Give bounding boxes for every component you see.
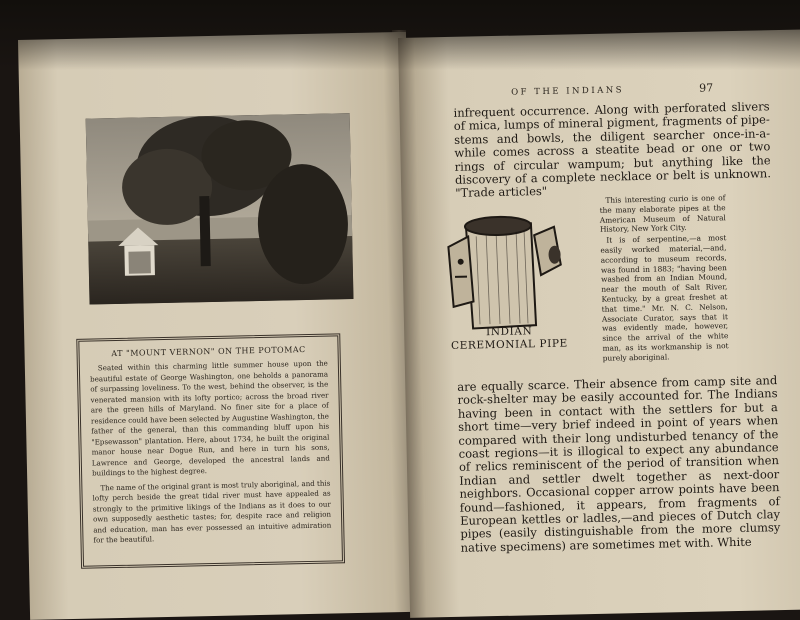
right-page: [398, 29, 800, 617]
figure-note: [599, 193, 729, 364]
figure-note-paragraph: This interesting curio is one of the many elaborate pipes at the American Museum of Natural History, New York City.: [599, 193, 726, 235]
photo-caption-box: [76, 333, 345, 568]
photo-trees-summerhouse: [86, 113, 354, 304]
caption-paragraph: The name of the original grant is most truly aboriginal, and this lofty perch beside the great tidal river must have appealed as strongly to the primitive likings of the Indians as it does to our own supposedly aesthetic tastes; for, despite race and religion and education, man has ever possessed an intuitive admiration for the beautiful.: [92, 478, 332, 545]
left-page: [18, 32, 418, 620]
figure-caption: INDIAN CEREMONIAL PIPE: [450, 325, 568, 352]
figure-note-paragraph: It is of serpentine,—a most easily worked material,—and, according to museum records, was found in 1883; "having been washed from an Indian Mound, near the mouth of Salt River, Kentucky, by a great freshet at that time." Mr. N. C. Nelson, Associate Curator, says that it was evidently made, however, since the arrival of the white man, as its workmanship is not purely aboriginal.: [600, 233, 729, 363]
running-head: OF THE INDIANS: [511, 85, 625, 98]
body-paragraph-bottom: are equally scarce. Their absence from camp site and rock-shelter may be easily accounted for. The Indians having been in contact with the settlers for but a short time—very brief indeed in point of years when compared with their long undisturbed tenancy of the coast regions—it is illogical to expect any abundance of relics reminiscent of the period of transition when Indian and settler dwelt together as next-door neighbors. Occasional copper arrow points have been found—fashioned, it appears, from fragments of European kettles or ladles,—and pieces of Dutch clay pipes (easily distinguishable from the more clumsy native specimens) are sometimes met with. White: [457, 373, 781, 555]
body-paragraph-top: infrequent occurrence. Along with perforated slivers of mica, lumps of mineral pigment, fragments of pipe-stems and bowls, the diligent searcher once-in-a-while comes across a steatite bead or one or two rings of circular wampum; but anything like the discovery of a complete necklace or belt is unknown. "Trade articles": [453, 99, 772, 201]
mount-vernon-photograph: [86, 113, 354, 304]
caption-paragraph: Seated within this charming little summer house upon the beautiful estate of George Washington, one beholds a panorama of surpassing loveliness. To the west, behind the observer, is the venerated mansion with its lofty portico; across the broad river are the green hills of Maryland. No finer site for a place of residence could have been selected by Augustine Washington, the father of the general, than this commanding bluff upon his "Epsewasson" plantation. Here, about 1734, he built the original manor house near Dogue Run, and here in turn his sons, Lawrence and George, developed the ancestral lands and buildings to the highest degree.: [90, 358, 330, 478]
caption-title: AT "MOUNT VERNON" ON THE POTOMAC: [111, 345, 306, 359]
page-number: 97: [698, 81, 714, 95]
